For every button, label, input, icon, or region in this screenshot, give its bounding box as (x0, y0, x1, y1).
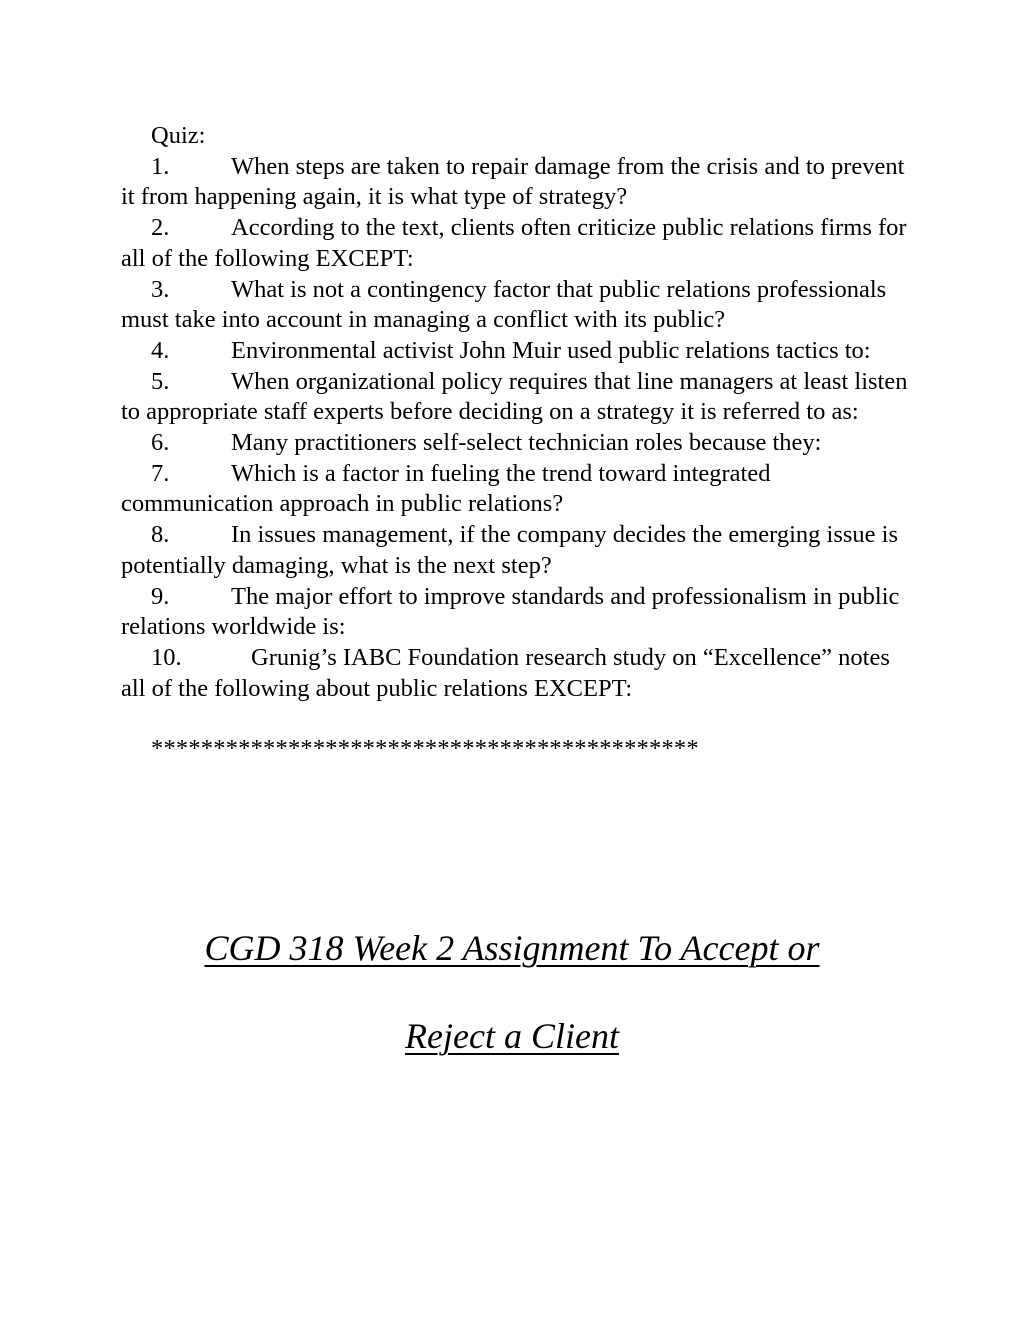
question-text: The major effort to improve standards and professionalism in public relations worldwide is: (121, 582, 900, 641)
question-text: Environmental activist John Muir used public relations tactics to: (231, 336, 871, 364)
question-number: 2. (151, 214, 170, 242)
question-text: When steps are taken to repair damage from the crisis and to prevent it from happening again, it is what type of strategy? (121, 152, 905, 211)
quiz-question (121, 459, 911, 520)
quiz-question (121, 213, 911, 274)
question-number: 3. (151, 275, 170, 303)
separator-line: ******************************************** (151, 735, 699, 763)
question-number: 1. (151, 152, 170, 180)
quiz-question (121, 367, 911, 428)
quiz-question (121, 152, 911, 213)
question-text: Which is a factor in fueling the trend toward integrated communication approach in public relations? (121, 459, 771, 518)
question-number: 7. (151, 459, 170, 487)
question-number: 4. (151, 336, 170, 364)
question-text: What is not a contingency factor that public relations professionals must take into account in managing a conflict with its public? (121, 275, 887, 334)
question-text: Grunig’s IABC Foundation research study on “Excellence” notes all of the following about public relations EXCEPT: (121, 643, 890, 702)
question-text: According to the text, clients often criticize public relations firms for all of the following EXCEPT: (121, 214, 907, 272)
quiz-heading: Quiz: (151, 122, 206, 149)
question-text: In issues management, if the company decides the emerging issue is potentially damaging, what is the next step? (121, 521, 899, 579)
quiz-question (121, 336, 911, 367)
question-number: 6. (151, 429, 170, 457)
quiz-question (121, 428, 911, 459)
question-number: 9. (151, 582, 170, 610)
question-number: 5. (151, 367, 170, 395)
assignment-title-line-2: Reject a Client (405, 1016, 619, 1056)
quiz-question (121, 275, 911, 336)
assignment-title (0, 904, 1024, 1080)
question-number: 8. (151, 521, 170, 549)
quiz-section (121, 121, 911, 765)
question-text: Many practitioners self-select technician roles because they: (231, 429, 822, 457)
quiz-question (121, 643, 911, 704)
assignment-title-line-1: CGD 318 Week 2 Assignment To Accept or (204, 928, 820, 968)
quiz-question (121, 582, 911, 643)
quiz-question (121, 520, 911, 581)
question-number: 10. (151, 643, 182, 671)
question-text: When organizational policy requires that line managers at least listen to appropriate staff experts before deciding on a strategy it is referred to as: (121, 367, 908, 426)
